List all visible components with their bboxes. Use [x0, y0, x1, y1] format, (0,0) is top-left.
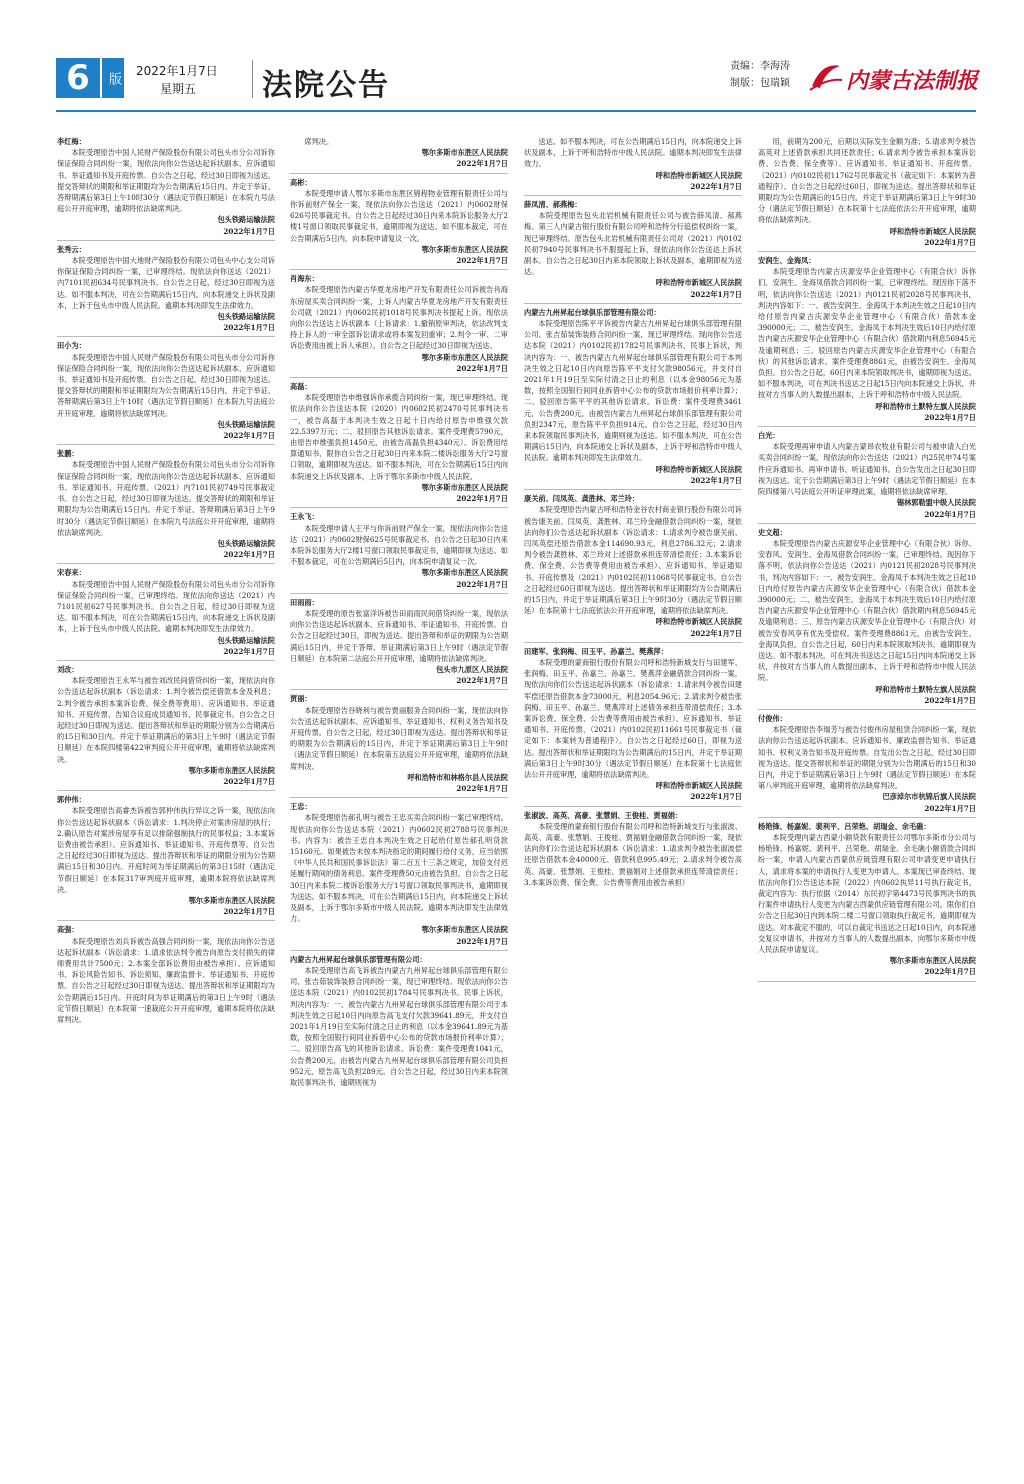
notice-party: 贾丽： — [290, 694, 312, 704]
notice-court: 鄂尔多斯市东胜区人民法院 — [421, 244, 508, 254]
notice-party: 张淑波、高英、高豪、张慧娟、王俊桂、贾福娟： — [524, 810, 683, 820]
issue-weekday: 星期五 — [160, 82, 197, 96]
notice-party: 郭仲伟： — [57, 795, 86, 805]
notice-body: 本院受理的蒙商银行股份有限公司呼和浩特新城支行与田建军、张润梅、田玉平、孙嘉兰、孙嘉兰、樊燕萍金融借款合同纠纷一案，现依法向你们公告送达起诉状副本（诉讼请求：1.请求判令被告田建军偿还原告借款本金73000元、利息2054.96元；2.请求判令被告张润梅、田玉平、孙嘉兰、樊燕萍对上述债务承担连带清偿责任；3.本案诉讼费、保全费、公告费等费用由被告承担）、应诉通知书、举证通知书、开庭传票、（2021）内0102民初11661号民事裁定书（裁定如下：本案转为普通程序）。自公告之日起经过60日，即视为送达。提出答辩状和举证期限均为公告期满后的15日内，并定于举证期满后第3日上午9时30分（遇法定节假日顺延）在本院第十七法庭依法公开开庭审理，逾期将依法缺席判决。 — [524, 657, 742, 779]
section-title: 法院公告 — [262, 68, 390, 103]
notice-divider — [758, 709, 976, 710]
notice-date: 2022年1月7日 — [924, 695, 976, 705]
notice-body: 本院受理原告中国人民财产保险股份有限公司包头市分公司诉你保证保险合同纠纷一案，现依法向你公告送达起诉状副本、应诉通知书、举证通知书及开庭传票。自公告之日起，经过30日即视为送达。提交答辩状的期限和举证期限均为公告期满后15日内。并定于举证、答辩期满后第3日上午10时30分（遇法定节假日顺延）在本院九号法庭公开开庭审理，逾期将依法缺席判决。 — [57, 148, 275, 214]
notice-court: 鄂尔多斯市东胜区人民法院 — [421, 482, 508, 492]
notice-date: 2022年1月7日 — [223, 907, 275, 917]
notice-court: 呼和浩特市和林格尔县人民法院 — [407, 772, 508, 782]
editor-line: 责编：李海涛 — [730, 61, 790, 72]
notice-divider — [290, 689, 508, 690]
logo-swoosh-icon — [808, 60, 844, 92]
notice-court: 鄂尔多斯市东胜区人民法院 — [889, 956, 976, 966]
notice-court: 包头市九原区人民法院 — [436, 664, 508, 674]
notice-date: 2022年1月7日 — [223, 431, 275, 441]
notice-date: 2022年1月7日 — [690, 181, 742, 191]
notice-divider — [758, 981, 976, 982]
page-number: 6 — [56, 58, 100, 98]
notice-court: 包头铁路运输法院 — [217, 312, 275, 322]
court-notice — [524, 199, 742, 304]
notice-court: 呼和浩特市新城区人民法院 — [655, 781, 742, 791]
court-notice — [57, 664, 275, 791]
court-notice — [758, 255, 976, 427]
notice-court: 包头铁路运输法院 — [217, 538, 275, 548]
notice-body: 席判决。 — [304, 137, 334, 146]
notice-divider — [290, 950, 508, 951]
notice-party: 安润生、金海凤： — [758, 256, 816, 266]
notice-party: 史文超： — [758, 527, 787, 537]
column-4 — [758, 136, 976, 1476]
notice-date: 2022年1月7日 — [456, 494, 508, 504]
notice-divider — [57, 563, 275, 564]
issue-date: 2022年1月7日 — [136, 64, 218, 78]
notice-date: 2022年1月7日 — [456, 363, 508, 373]
notice-court: 鄂尔多斯市东胜区人民法院 — [421, 568, 508, 578]
court-notice — [758, 713, 976, 818]
notice-divider — [524, 489, 742, 490]
notice-court: 呼和浩特市新城区人民法院 — [655, 464, 742, 474]
column-1 — [57, 136, 275, 1476]
notice-date: 2022年1月7日 — [690, 628, 742, 638]
notice-date: 2022年1月7日 — [456, 159, 508, 169]
notice-party: 高强： — [57, 925, 79, 935]
notice-court: 包头铁路运输法院 — [217, 215, 275, 225]
notice-court: 呼和浩特市土默特左旗人民法院 — [875, 684, 976, 694]
page-suffix: 版 — [102, 58, 124, 98]
court-notice — [758, 527, 976, 710]
notice-date: 2022年1月7日 — [924, 412, 976, 422]
court-notice — [57, 340, 275, 445]
notice-date: 2022年1月7日 — [690, 289, 742, 299]
notice-court: 锡林郭勒盟中级人民法院 — [896, 498, 976, 508]
notice-party: 薛凤清、郝燕梅： — [524, 200, 582, 210]
notice-divider — [758, 426, 976, 427]
notice-date: 2022年1月7日 — [456, 936, 508, 946]
notice-date: 2022年1月7日 — [456, 256, 508, 266]
notice-body: 本院受理原告郝孔明与被告王忠买卖合同纠纷一案已审理终结。现依法向你公告送达本院（2021）内0602民初2788号民事判决书。内容为：被告王忠自本判决生效之日起给付原告郝孔明货款15160元。如果被告未按本判决指定的期间履行给付义务，应当依照《中华人民共和国民事诉讼法》第二百五十三条之规定，加倍支付迟延履行期间的债务利息。案件受理费50元由被告负担。自公告之日起30日内来本院二楼诉讼服务大厅1号窗口领取民事判决书，逾期即视为送达。如不服本判决，可在公告期满后15日内，向本院递交上诉状及副本，上诉于鄂尔多斯市中级人民法院。逾期本判决即发生法律效力。 — [290, 813, 508, 924]
notice-body: 本院受理内蒙古西蒙小额贷款有限责任公司鄂尔多斯市分公司与杨艳锋、杨嘉妮、裴利平、吕荣艳、胡瑞金、余毛礁小额借款合同纠纷一案，申请人内蒙古西蒙供应链管理有限公司申请变更申请执行人，请求将本案的申请执行人变更为申请人。本案现已审查终结。现依法向你们公告送达本院（2022）内0602执异11号执行裁定书，裁定内容为：执行依据（2014）东民初字第4473号民事判决书的执行案件申请执行人变更为内蒙古西蒙供应链管理有限公司。限你们自公告之日起30日内到本院二楼二号窗口领取执行裁定书，逾期即视为送达。对本裁定不服的，可以自裁定书送达之日起10日内，向本院递交复议申请书，并按对方当事人的人数提出副本，向鄂尔多斯市中级人民法院申请复议。 — [758, 832, 976, 955]
court-notice — [57, 136, 275, 241]
notice-court: 呼和浩特市新城区人民法院 — [889, 226, 976, 236]
notice-court: 呼和浩特市新城区人民法院 — [655, 278, 742, 288]
court-notice — [524, 493, 742, 643]
notice-body: 本院受理原告中国大地财产保险股份有限公司包头中心支公司诉你保证保险合同纠纷一案，已审理终结。现依法向你送达（2021）内7101民初634号民事判决书。自公告之日起，经过30日即视为送达。如不服本判决，可在公告期满后15日内，向本院递交上诉状及副本，上诉于包头市中级人民法院。逾期本判决即发生法律效力。 — [57, 256, 275, 310]
court-notice — [290, 381, 508, 508]
court-notice — [758, 430, 976, 524]
notice-divider — [57, 444, 275, 445]
notice-divider — [524, 303, 742, 304]
notice-divider — [524, 806, 742, 807]
court-notice — [290, 136, 508, 174]
notice-divider — [57, 660, 275, 661]
notice-date: 2022年1月7日 — [924, 509, 976, 519]
notice-body: 本院受理原告高飞诉被告内蒙古九州昇起台球俱乐部管理有限公司、张吉茹装饰装修合同纠纷一案，现已审理终结。现依法向你公告送达本院（2021）内0102民初1784号民事判决书。民事上诉状，判决内容为：一、被告内蒙古九州昇起台球俱乐部管理有限公司于本判决生效之日起10日内向原告高飞支付欠款39641.89元，并支付自2021年1月19日至实际付清之日止的利息（以本金39641.89元为基数，按照全国银行间同业拆借中心公布的贷款市场报价利率计算）；二、驳回原告高飞的其他诉讼请求。诉讼费：案件受理费1041元，公告费200元，由被告内蒙古九州昇起台球俱乐部管理有限公司负担952元，原告高飞负担289元。自公告之日起，经过30日内来本院领取民事判决书，逾期则视为 — [290, 966, 508, 1088]
court-notice — [524, 646, 742, 807]
notice-party: 内蒙古九州昇起台球俱乐部管理有限公司： — [290, 954, 427, 964]
column-2 — [290, 136, 508, 1476]
notice-court: 鄂尔多斯市东胜区人民法院 — [188, 765, 275, 775]
notice-body: 本院受理申请人鄂尔多斯市东胜区锦程物业管理有限责任公司与你诉前财产保全一案，现依法向你公告送达（2021）内0602财保626号民事裁定书。自公告之日起经过30日内来本院诉讼服务大厅2楼1号窗口领取民事裁定书，逾期即视为送达。如不服本裁定，可在公告期满后5日内，向本院申请复议一次。 — [290, 188, 508, 243]
notice-court: 呼和浩特市土默特左旗人民法院 — [875, 401, 976, 411]
notice-divider — [57, 240, 275, 241]
court-notice — [290, 511, 508, 593]
notice-court: 包头铁路运输法院 — [217, 419, 275, 429]
notice-court: 鄂尔多斯市东胜区人民法院 — [188, 896, 275, 905]
court-notice — [57, 244, 275, 338]
notice-body: 本院受理原告中国人民财产保险股份有限公司包头市分公司诉你保证保险合同纠纷一案，已审理终结。现依法向你送达（2021）内7101民初627号民事判决书。自公告之日起，经过30日即视为送达。如不服本判决，可在公告期满后15日内，向本院递交上诉状及副本，上诉于包头市中级人民法院。逾期本判决即发生法律效力。 — [57, 579, 275, 634]
notice-divider — [57, 336, 275, 337]
notice-body: 本院受理原告中国人民财产保险股份有限公司包头市分公司诉你保证保险合同纠纷一案，现依法向你公告送达起诉状副本、应诉通知书、举证通知书及开庭传票。自公告之日起，经过30日即视为送达。提交答辩状的期限和举证期限均为公告期满后15日内。并定于举证、答辩期满后第3日上午10时（遇法定节假日顺延）在本院九号法庭公开开庭审理，逾期将依法缺席判决。 — [57, 352, 275, 418]
notice-date: 2022年1月7日 — [690, 792, 742, 802]
notice-body: 送达。如不服本判决，可在公告期满后15日内，向本院递交上诉状及副本，上诉于呼和浩特市中级人民法院。逾期本判决即发生法律效力。 — [524, 137, 742, 169]
court-notice — [290, 273, 508, 378]
court-notice — [524, 307, 742, 490]
masthead-rule — [56, 110, 976, 112]
notice-divider — [524, 195, 742, 196]
notice-court: 呼和浩特市新城区人民法院 — [655, 617, 742, 627]
notice-party: 李红梅： — [57, 137, 86, 146]
court-notice — [524, 136, 742, 196]
notice-body: 本院受理原告陈平平诉被告内蒙古九州昇起台球俱乐部管理有限公司、张吉茹装饰装修合同纠纷一案，现已审理终结。现向你公告送达本院（2021）内0102民初1782号民事判决书、民事上诉状，判决内容为：一、被告内蒙古九州昇起台球俱乐部管理有限公司于本判决生效之日起10日内向原告陈平平支付欠款98056元，并支付自2021年1月19日至实际付清之日止的利息（以本金98056元为基数，按照全国银行间同业拆借中心公布的贷款市场报价利率计算）；二、驳回原告陈平平的其他诉讼请求。诉讼费：案件受理费3461元，公告费200元，由被告内蒙古九州昇起台球俱乐部管理有限公司负担2347元，原告陈平平负担914元。自公告之日起，经过30日内来本院领取民事判决书，逾期则视为送达。如不服本判决，可在公告期满后15日内，向本院递交上诉状及副本，上诉于呼和浩特市中级人民法院。逾期本判决即发生法律效力。 — [524, 319, 742, 463]
notice-divider — [758, 523, 976, 524]
notice-party: 宋春来： — [57, 568, 86, 578]
notice-date: 2022年1月7日 — [924, 237, 976, 247]
court-notice — [57, 924, 275, 1025]
notice-court: 呼和浩特市新城区人民法院 — [655, 170, 742, 180]
notice-body: 本院受理原告刘兵诉被告高强合同纠纷一案，现依法向你公告送达起诉状副本（诉讼请求：1.请求依法判令被告向原告支付损失的律师费用共计7500元；2.本案全部诉讼费用由被告承担）、应诉通知书、诉讼风险告知书、诉讼须知、廉政监督卡、举证通知书、开庭传票。自公告之日起经过30日即视为送达。提出答辩状和举证期限均为公告期满后15日内。开庭时间为举证期满后的第3日上午9时（遇法定节假日顺延）在本院第一速裁庭公开开庭审理，逾期本院将依法缺席判决。 — [57, 936, 275, 1025]
court-notice — [57, 794, 275, 921]
notice-body: 本院受理的蒙商银行股份有限公司呼和浩特新城支行与张淑波、高英、高豪、张慧娟、王俊桂、贾福娟金融借款合同纠纷一案，现依法向你们公告送达起诉状副本（诉讼请求：1.请求判令被告张淑波偿还原告借款本金40000元、借款利息995.49元；2.请求判令被告高英、高豪、张慧娟、王俊桂、贾福娟对上述借款承担连带清偿责任；3.本案诉讼费、保全费、公告费等费用由被告承担） — [524, 821, 742, 887]
notice-body: 本院受理原告王永军与被告刘改民间借贷纠纷一案，现依法向你公告送达起诉状副本（诉讼请求：1.判令被告偿还借款本金及利息；2.判令被告承担本案诉讼费、保全费等费用）、应诉通知书、举证通知书、开庭传票、告知合议庭成员通知书、民事裁定书。自公告之日起经过30日即视为送达。提出答辩状和举证的期限分别为公告期满后的15日和30日内。并定于举证期满后的第3日上午9时（遇法定节假日顺延）在本院四楼第422审判庭公开开庭审理，逾期将依法缺席判决。 — [57, 676, 275, 764]
notice-body: 本院受理原告申维强诉你承揽合同纠纷一案，现已审理终结。现依法向你公告送达本院（2020）内0602民初2470号民事判决书一，被告高磊于本判决生效之日起十日内给付原告申维强欠款22.5397万元；二、驳回原告其他诉讼请求。案件受理费5790元，由原告申维强负担1450元，由被告高磊负担4340元）。诉讼费用结算通知书、限你自公告之日起30日内来本院二楼诉讼服务大厅2号窗口领取，逾期即视为送达。如不服本判决，可在公告期满后15日内向本院递交上诉状及副本，上诉于鄂尔多斯市中级人民法院。 — [290, 393, 508, 481]
notice-body: 本院受理原告谷晓利与被告贾丽服务合同纠纷一案，现依法向你公告送达起诉状副本、应诉通知书、举证通知书、权利义务告知书及开庭传票。自公告之日起，经过30日即视为送达。提出答辩状和举证的期限为公告期满后的15日内，并定于举证期满后第3日上午9时（遇法定节假日顺延）在本院第五法庭公开开庭审理，逾期将依法缺席判决。 — [290, 705, 508, 771]
notice-party: 刘改： — [57, 664, 79, 674]
court-notice — [524, 810, 742, 888]
notice-divider — [758, 251, 976, 252]
notice-body: 本院受理再审申请人内蒙古蒙昂农牧业有限公司与被申请人白光买卖合同纠纷一案，现依法向你公告送达（2021）内25民申74号案件应诉通知书、再审申请书、听证通知书。自公告发出之日起30日即视为送达。定于公告期满后第3日上午9时（遇法定节假日顺延）在本院四楼第八号法庭公开听证审理此案，逾期将依法缺席审理。 — [758, 442, 976, 497]
notice-date: 2022年1月7日 — [223, 776, 275, 786]
notice-party: 杨艳锋、杨嘉妮、裴利平、吕荣艳、胡瑞金、余毛礁： — [758, 821, 931, 831]
notice-party: 内蒙古九州昇起台球俱乐部管理有限公司： — [524, 307, 661, 317]
notice-body: 本院受理原告包头北岩机械有限责任公司与被告薛凤清、郝燕梅、第三人内蒙古银行股份有限公司呼和浩特分行追偿权纠纷一案，现已审理终结。原告包头北岩机械有限责任公司对（2021）内0102民初7940号民事判决书不服提起上诉，现依法向你公告送达上诉状副本。自公告之日起30日内来本院领取上诉状及副本，逾期即视为送达。 — [524, 211, 742, 277]
notice-party: 白光： — [758, 431, 780, 441]
notice-party: 田小为： — [57, 341, 86, 351]
notice-divider — [57, 790, 275, 791]
notice-date: 2022年1月7日 — [924, 803, 976, 813]
notice-body: 本院受理申请人王平与你诉前财产保全一案，现依法向你公告送达（2021）内0602财保625号民事裁定书。自公告之日起30日内来本院诉讼服务大厅2楼1号窗口领取民事裁定书，逾期即视为送达。如不服本裁定，可在公告期满后5日内，向本院申请复议一次。 — [290, 523, 508, 567]
notice-party: 高磊： — [290, 382, 312, 392]
notice-court: 包头铁路运输法院 — [217, 635, 275, 645]
notice-body: 本院受理原告高睿杰诉被告郭仲伟执行异议之诉一案，现依法向你公告送达起诉状副本（诉讼请求：1.判决停止对案涉房屋的执行；2.确认原告对案涉房屋享有足以排除强制执行的民事权益；3.本案诉讼费由被告承担）、应诉通知书、举证通知书、开庭传票等。自公告之日起经过30日即视为送达。提出答辩状和举证的期限分别为公告期满后15日和30日内。开庭时间为举证期满后的第3日15时（遇法定节假日顺延）在本院317审判庭开庭审理，逾期本院将依法缺席判决。 — [57, 806, 275, 894]
masthead — [56, 58, 979, 104]
notice-party: 田雨雨： — [290, 597, 319, 607]
notice-divider — [57, 920, 275, 921]
court-notice — [57, 567, 275, 661]
notice-date: 2022年1月7日 — [690, 475, 742, 485]
notice-party: 付俊伟： — [758, 713, 787, 723]
court-notice — [290, 177, 508, 271]
notice-divider — [290, 269, 508, 270]
notice-court: 鄂尔多斯市东胜区人民法院 — [421, 148, 508, 158]
notice-body: 本院受理原告中国人民财产保险股份有限公司包头市分公司诉你保证保险合同纠纷一案，现依法向你公告送达起诉状副本、应诉通知书、举证通知书、开庭传票、（2021）内7101民初749号民事裁定书。自公告之日起，经过30日即视为送达。提交答辩状的期限和举证期限均为公告期满后15日内。并定于举证、答辩期满后第3日上午9时30分（遇法定节假日顺延）在本院九号法庭公开开庭审理，逾期将依法缺席判决。 — [57, 460, 275, 537]
notice-court: 鄂尔多斯市东胜区人民法院 — [421, 352, 508, 362]
notice-court: 鄂尔多斯市东胜区人民法院 — [421, 925, 508, 935]
notice-divider — [758, 817, 976, 818]
notice-divider — [290, 173, 508, 174]
notice-divider — [290, 507, 508, 508]
newspaper-logo — [808, 60, 978, 94]
notice-party: 肖海东： — [290, 274, 319, 284]
notice-date: 2022年1月7日 — [223, 646, 275, 656]
layout-editor-line: 制版：包瑞颖 — [730, 78, 790, 89]
notice-body: 本院受理原告李瑞芳与被告付俊伟房屋租赁合同纠纷一案，现依法向你公告送达起诉状副本、应诉通知书、廉政监督告知书、举证通知书、权利义务告知书及开庭传票。自发出公告之日起，经过30日即视为送达。提交答辩状和举证的期限分别为公告期满后的15日和30日内，并定于举证期满后第3日上午9时（遇法定节假日顺延）在本院第八审判庭开庭审理，逾期将依法缺席判决。 — [758, 725, 976, 791]
notice-party: 张秀云： — [57, 244, 86, 254]
notice-divider — [290, 593, 508, 594]
notice-party: 张鹏： — [57, 449, 79, 459]
court-notice — [290, 954, 508, 1088]
notice-date: 2022年1月7日 — [924, 967, 976, 977]
notice-date: 2022年1月7日 — [223, 323, 275, 333]
notice-body: 本院受理原告内蒙古华夏龙房地产开发有限责任公司诉被告肖海东房屋买卖合同纠纷一案，上诉人内蒙古华夏龙房地产开发有限责任公司就（2021）内0602民初1018号民事判决书提起上诉。现依法向你公告送达上诉状副本（上诉请求：1.撤销原审判决，依法改判支持上诉人的一审全部诉讼请求或将本案发回重审；2.判令一审、二审诉讼费用由被上诉人承担）。自公告之日起经过30日即视为送达。 — [290, 285, 508, 351]
notice-divider — [524, 642, 742, 643]
court-notice — [758, 821, 976, 982]
notice-party: 高彬： — [290, 177, 312, 187]
notice-party: 王永飞： — [290, 512, 319, 522]
notice-date: 2022年1月7日 — [223, 226, 275, 236]
notice-date: 2022年1月7日 — [456, 676, 508, 686]
column-3 — [524, 136, 742, 1476]
notice-body: 用，前期为200元，后期以实际发生金额为准；5.请求判令被告高英对上述借款承担共同还款责任；6.请求判令被告承担本案诉讼费、公告费、保全费等）、应诉通知书、举证通知书、开庭传票、（2021）内0102民初11762号民事裁定书（裁定如下：本案转为普通程序）。自公告之日起经过60日，即视为送达。提出答辩状和举证期限均为公告期满后的15日内，并定于举证期满后第3日上午9时30分（遇法定节假日顺延）在本院第十七法庭依法公开开庭审理，逾期将依法缺席判决。 — [758, 137, 976, 225]
court-notice — [290, 801, 508, 951]
notice-body: 本院受理的原告张富洋诉被告田雨雨民间借贷纠纷一案，现依法向你公告送达起诉状副本、应诉通知书、举证通知书、开庭传票。自公告之日起经过30日，即视为送达。提出答辩和举证的期限为公告期满后15日内，并定于答辩、举证期满后第3日上午9时（遇法定节假日顺延）在本院第二法庭公开开庭审理，逾期将依法缺席判决。 — [290, 608, 508, 663]
notice-party: 康关前、闫凤英、龚胜林、邓兰玲： — [524, 494, 640, 504]
notice-date: 2022年1月7日 — [456, 579, 508, 589]
newspaper-name: 内蒙古法制报 — [846, 68, 979, 94]
notice-body: 本院受理原告内蒙古呼和浩特金谷农村商业银行股份有限公司诉被告康关前、闫凤英、龚胜林、邓兰玲金融借款合同纠纷一案，现依法向你们公告送达起诉状副本（诉讼请求：1.请求判令被告康关前、闫凤英偿还原告借款本金114690.93元、利息2786.32元；2.请求判令被告龚胜林、邓兰玲对上述借款承担连带清偿责任；3.本案诉讼费、保全费、公告费等费用由被告承担）、应诉通知书、举证通知书、开庭传票及（2021）内0102民初11068号民事裁定书。自公告之日起经过60日即视为送达。提出答辩状和举证期限均为公告期满后的15日内，并定于举证期满后第3日上午9时30分（遇法定节假日顺延）在本院第十七法庭依法公开开庭审理，逾期将依法缺席判决。 — [524, 505, 742, 616]
court-notice — [290, 693, 508, 798]
notice-court: 巴彦淖尔市杭锦后旗人民法院 — [882, 792, 976, 802]
notice-body: 本院受理原告内蒙古庆源安华企业管理中心（有限合伙）诉你、安春风、安润生、金海凤借款合同纠纷一案，已审理终结。现因你下落不明，依法向你公告送达（2021）内0121民初2028号民事判决书，判决内容如下：一、被告安润生、金海凤于本判决生效之日起10日内给付原告内蒙古庆源安华企业管理中心（有限合伙）借款本金390000元；二、被告安润生、金海凤于本判决生效后10日内给付原告内蒙古庆源安华企业管理中心（有限合伙）借款期内利息56945元及逾期利息；三、原告内蒙古庆源安华企业管理中心（有限合伙）对被告安春风享有优先受偿权。案件受理费8861元，由被告安润生、金海凤负担。自公告之日起，60日内来本院领取判决书，逾期即视为送达。如不服本判决，可在判决书送达之日起15日内向本院递交上诉状，并按对方当事人的人数提出副本，上诉于呼和浩特市中级人民法院。 — [758, 538, 976, 683]
notice-date: 2022年1月7日 — [223, 550, 275, 560]
notice-body: 本院受理原告内蒙古庆源安华企业管理中心（有限合伙）诉你们、安润生、金海凤借款合同纠纷一案，已审理终结。现因你下落不明，依法向你公告送达（2021）内0121民初2028号民事判决书，判决内容如下：一、被告安润生、金海凤于本判决生效之日起10日内给付原告内蒙古庆源安华企业管理中心（有限合伙）借款本金390000元；二、被告安润生、金海凤于本判决生效后10日内给付原告内蒙古庆源安华企业管理中心（有限合伙）借款期内利息56945元及逾期利息；三、驳回原告内蒙古庆源安华企业管理中心（有限合伙）的其他诉讼请求。案件受理费8861元，由被告安润生、金海凤负担。自公告之日起，60日内来本院领取判决书，逾期即视为送达。如不服本判决，可在判决书送达之日起15日内向本院递交上诉状，并按对方当事人的人数提出副本，上诉于呼和浩特市中级人民法院。 — [758, 267, 976, 400]
notice-date: 2022年1月7日 — [456, 783, 508, 793]
notice-divider — [290, 797, 508, 798]
editor-credits — [730, 58, 790, 92]
masthead-separator — [252, 60, 253, 98]
court-notice — [758, 136, 976, 252]
notice-divider — [290, 377, 508, 378]
notice-party: 王忠： — [290, 802, 312, 812]
court-notice — [290, 597, 508, 691]
notice-party: 田建军、张润梅、田玉平、孙嘉兰、樊燕萍： — [524, 646, 668, 656]
court-notice — [57, 448, 275, 564]
